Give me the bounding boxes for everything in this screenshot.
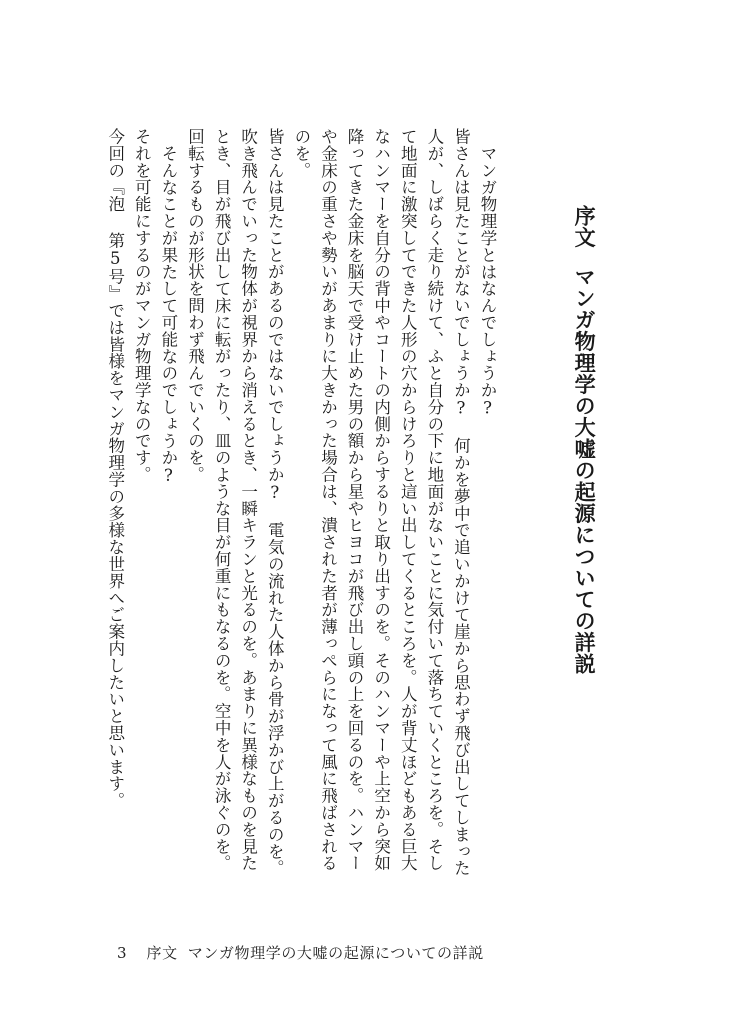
- chapter-title-main: マンガ物理学の大嘘の起源についての詳説: [572, 266, 598, 675]
- footer-section: 序文: [146, 944, 178, 962]
- page-number: 3: [117, 944, 128, 962]
- paragraph-possible-question: そんなことが果たして可能なのでしょうか?: [158, 144, 178, 485]
- paragraph-examples: 皆さんは見たことがあるのではないでしょうか? 電気の流れた人体から骨が浮かび上がるのを。吹き飛んでいった物体が視界から消えるとき、一瞬キランと光るのを。あまりに異様なものを見たとき、目が飛び出して床に転がったり、皿のような目が何重にもなるのを。空中を人が泳ぐのを。回転するものが形状を問わず飛んでいくのを。: [185, 128, 285, 877]
- body-text: [105, 128, 500, 888]
- chapter-title: [572, 205, 598, 675]
- footer-chapter-title: マンガ物理学の大嘘の起源についての詳説: [187, 944, 484, 962]
- paragraph-closing: 今回の『泡 第5号』では皆様をマンガ物理学の多様な世界へご案内したいと思います。: [105, 128, 125, 809]
- page-footer: [117, 942, 484, 963]
- chapter-title-prefix: 序文: [572, 205, 598, 248]
- paragraph-intro-question: マンガ物理学とはなんでしょうか?: [478, 144, 497, 418]
- paragraph-answer: それを可能にするのがマンガ物理学なのです。: [132, 128, 152, 483]
- paragraph-have-you-seen: 皆さんは見たことがないでしょうか? 何かを夢中で追いかけて崖から思わず飛び出してしまった人が、しばらく走り続けて、ふと自分の下に地面がないことに気付いて落ちていくところを。そして地面に激突してできた人形の穴からけろりと這い出してくるところを。人が背丈ほどもある巨大なハンマーを自分の背中やコートの内側からするりと取り出すのを。そのハンマーや上空から突如降ってきた金床を脳天で受け止めた男の額から星やヒヨコが飛び出し頭の上を回るのを。ハンマーや金床の重さや勢いがあまりに大きかった場合は、潰された者が薄っぺらになって風に飛ばされるのを。: [291, 128, 471, 877]
